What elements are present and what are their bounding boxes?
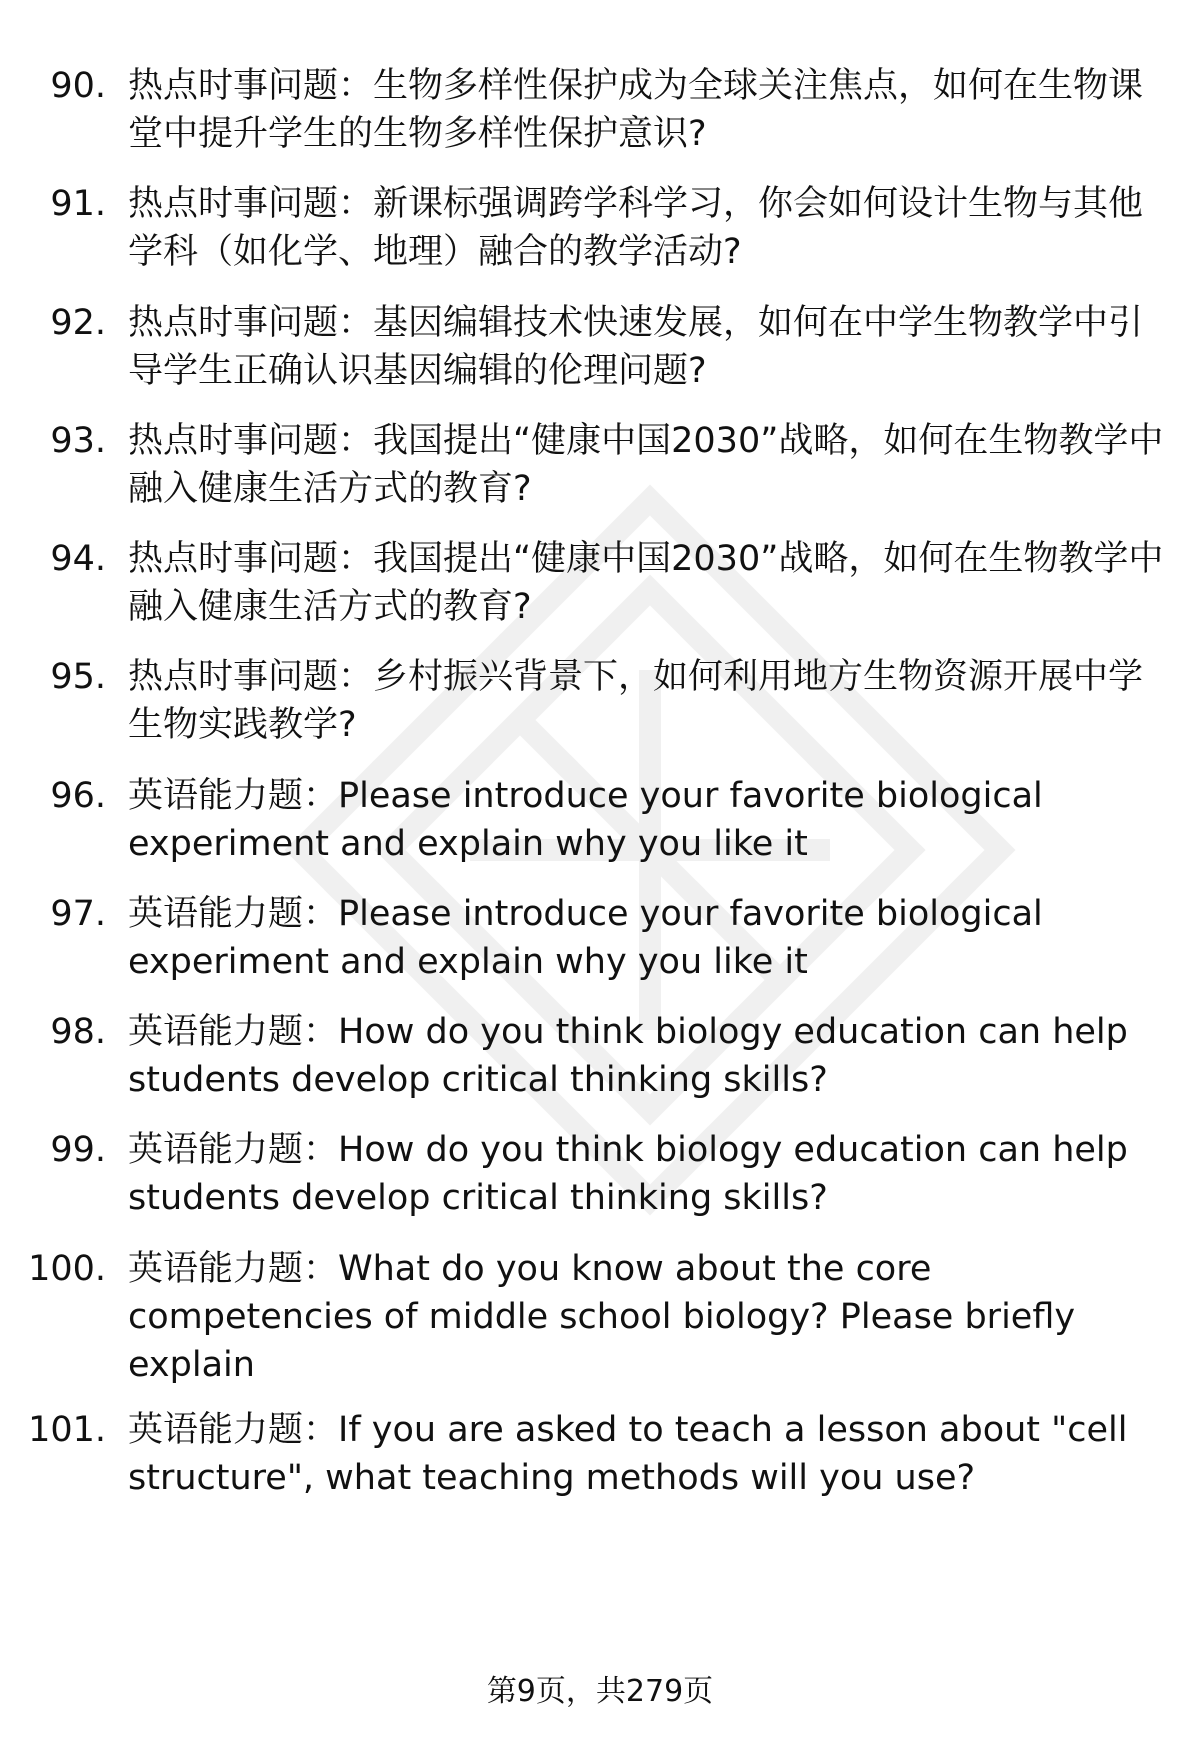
question-number: 90. — [50, 66, 106, 106]
question-text: 热点时事问题：基因编辑技术快速发展，如何在中学生物教学中引导学生正确认识基因编辑的伦理问题? — [128, 303, 1144, 391]
question-text: 热点时事问题：我国提出“健康中国2030”战略，如何在生物教学中融入健康生活方式的教育? — [128, 539, 1164, 627]
question-text: 英语能力题：Please introduce your favorite biological experiment and explain why you like it — [128, 894, 1043, 982]
question-number: 92. — [50, 303, 106, 343]
question-text: 英语能力题：If you are asked to teach a lesson about "cell structure", what teaching methods will you use? — [128, 1410, 1128, 1498]
question-text: 热点时事问题：生物多样性保护成为全球关注焦点，如何在生物课堂中提升学生的生物多样性保护意识? — [128, 66, 1144, 154]
question-number: 96. — [50, 776, 106, 816]
question-number: 100. — [28, 1249, 106, 1289]
question-number: 98. — [50, 1012, 106, 1052]
question-number: 94. — [50, 539, 106, 579]
question-text: 英语能力题：What do you know about the core competencies of middle school biology? Please briefly explain — [128, 1249, 1076, 1385]
question-number: 97. — [50, 894, 106, 934]
question-number: 91. — [50, 184, 106, 224]
question-number: 95. — [50, 657, 106, 697]
question-text: 英语能力题：How do you think biology education can help students develop critical thinking skills? — [128, 1130, 1128, 1218]
question-text: 热点时事问题：新课标强调跨学科学习，你会如何设计生物与其他学科（如化学、地理）融合的教学活动? — [128, 184, 1144, 272]
page-number-footer: 第9页，共279页 — [486, 1674, 714, 1709]
question-number: 99. — [50, 1130, 106, 1170]
question-text: 热点时事问题：我国提出“健康中国2030”战略，如何在生物教学中融入健康生活方式的教育? — [128, 421, 1164, 509]
question-number: 101. — [28, 1410, 106, 1450]
question-text: 热点时事问题：乡村振兴背景下，如何利用地方生物资源开展中学生物实践教学? — [128, 657, 1144, 745]
question-text: 英语能力题：How do you think biology education can help students develop critical thinking skills? — [128, 1012, 1128, 1100]
question-text: 英语能力题：Please introduce your favorite biological experiment and explain why you like it — [128, 776, 1043, 864]
question-number: 93. — [50, 421, 106, 461]
